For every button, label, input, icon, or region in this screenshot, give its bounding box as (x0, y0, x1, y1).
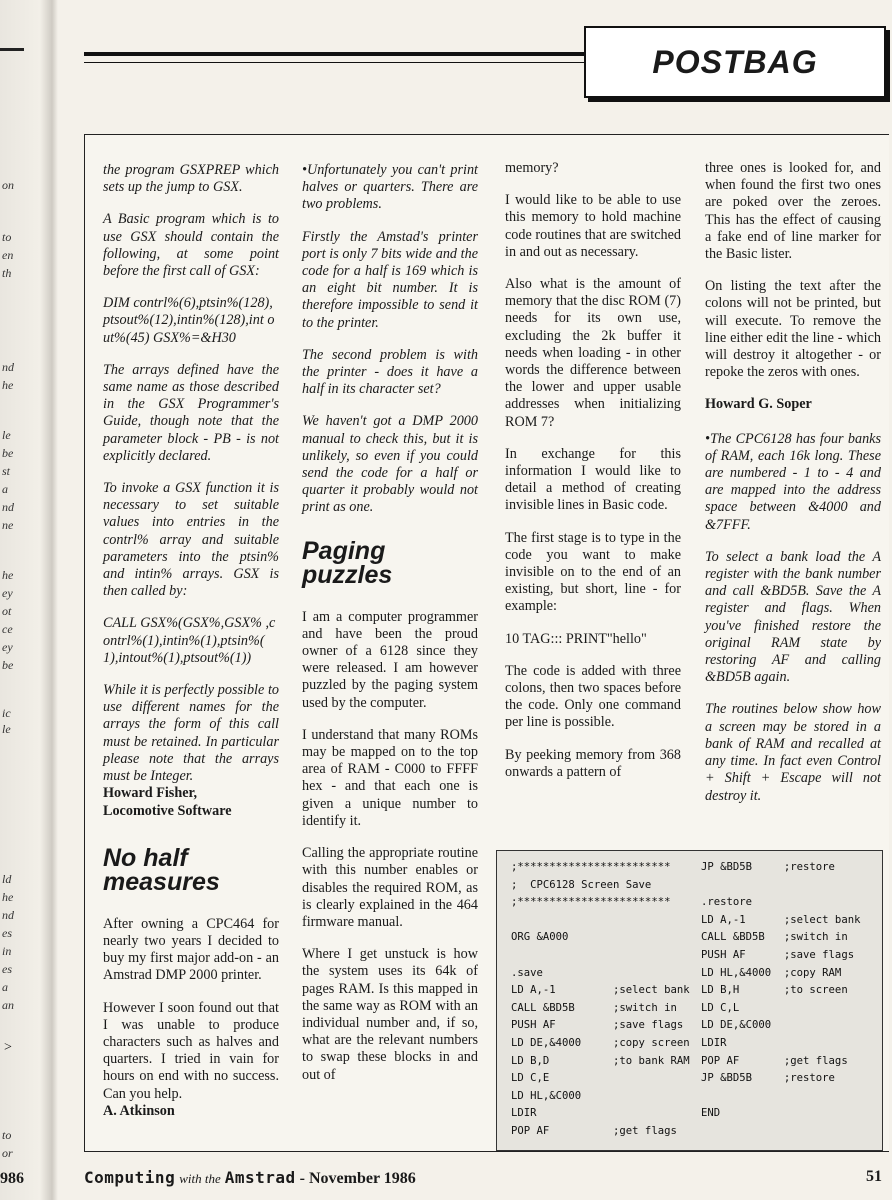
col1-after-paragraphs (103, 916, 279, 1103)
page-footer (84, 1168, 416, 1188)
column-3 (505, 160, 681, 796)
code-line: LD C,L (701, 1001, 740, 1014)
previous-page-rule (0, 48, 24, 51)
previous-page-fragment: ic (2, 706, 11, 720)
code-line (701, 877, 860, 895)
article-heading-paging-puzzles: Paging puzzles (302, 536, 393, 589)
paragraph: On listing the text after the colons will not be printed, but will execute. To remove the line either edit the line - which will destroy it altogether - or repoke the zeros with ones. (705, 278, 881, 381)
code-line: CALL &BD5B ;switch in (701, 931, 848, 944)
previous-page-fragment: or (2, 1146, 13, 1160)
previous-page-fragment: ey (2, 586, 13, 600)
code-line: PUSH AF ;save flags (701, 948, 855, 961)
previous-page-fragment: ot (2, 604, 12, 618)
col3-paragraphs (505, 160, 681, 781)
paragraph: While it is perfectly possible to use different names for the arrays the form of this call must be retained. In particular please note that the arrays must be Integer. (103, 682, 279, 785)
article-heading-no-half-measures: No half measures (103, 843, 220, 896)
paragraph: Firstly the Amstad's printer port is only 7 bits wide and the code for a half is 169 which is an eight bit number. It is therefore impossible to send it to the printer. (302, 228, 478, 331)
previous-page-folio: 986 (0, 1170, 24, 1187)
previous-page-fragment: in (2, 944, 12, 958)
code-listing-left (511, 859, 690, 1141)
paragraph: After owning a CPC464 for nearly two years I decided to buy my first major add-on - an Amstrad DMP 2000 printer. (103, 915, 279, 984)
previous-page-fragment: a (2, 980, 8, 994)
header-rule-thin (84, 62, 594, 63)
paragraph: The first stage is to type in the code you want to make invisible on to the end of an existing, but short, line - for example: (505, 529, 681, 615)
paragraph: I am a computer programmer and have been the proud owner of a 6128 since they were released. I am however puzzled by the paging system used by the computer. (302, 608, 478, 711)
paragraph: Also what is the amount of memory that the disc ROM (7) needs for its own use, excluding the 2k buffer it needs when loading - in other words the difference between the lower and upper usable addresses when initializing ROM 7? (505, 276, 681, 430)
code-line: ; CPC6128 Screen Save (511, 878, 652, 891)
code-line: LD HL,&C000 (511, 1089, 582, 1102)
paragraph: memory? (505, 160, 559, 176)
previous-page-fragment: he (2, 378, 14, 392)
previous-page-fragment: nd (2, 500, 14, 514)
previous-page-fragment: to (2, 230, 12, 244)
masthead-with-the: with the (179, 1171, 221, 1186)
page-number: 51 (866, 1168, 882, 1185)
paragraph: 10 TAG::: PRINT"hello" (505, 630, 647, 647)
signature-company: Locomotive Software (103, 802, 232, 819)
code-line: ;************************ (511, 861, 671, 873)
paragraph: The second problem is with the printer - does it have a half in its character set? (302, 346, 478, 398)
signature-soper: Howard G. Soper (705, 396, 812, 413)
previous-page-fragment: ce (2, 622, 13, 636)
code-line: LDIR (701, 1036, 727, 1049)
previous-page-fragment: le (2, 722, 11, 736)
col2-paragraphs (302, 162, 478, 517)
paragraph: Where I get unstuck is how the system uses its 64k of pages RAM. Is this mapped in the same way as ROM with an individual number and, if so, what are the relevant numbers to swap these blocks in and out of (302, 946, 478, 1083)
code-line: .save (511, 966, 543, 979)
paragraph: •The CPC6128 has four banks of RAM, each 16k long. These are numbered - 1 to - 4 and are mapped into the address space between &4000 and &7FFF. (705, 430, 881, 533)
paragraph: The arrays defined have the same name as those described in the GSX Programmer's Guide, though note that the parameter block - PB - is not explicitly declared. (103, 361, 279, 464)
signature-atkinson: A. Atkinson (103, 1102, 175, 1119)
previous-page-fragment: be (2, 658, 14, 672)
code-line (511, 947, 690, 965)
code-line: LD B,H ;to screen (701, 984, 848, 997)
section-title: POSTBAG (652, 43, 818, 80)
paragraph: I would like to be able to use this memory to hold machine code routines that are switched in and out as necessary. (505, 192, 681, 260)
paragraph: A Basic program which is to use GSX should contain the following, at some point before the first call of GSX: (103, 211, 279, 280)
code-line (511, 912, 690, 930)
paragraph: I understand that many ROMs may be mapped on to the top area of RAM - C000 to FFFF hex - and that each one is given a unique number to identify it. (302, 726, 478, 829)
previous-page-fragment: es (2, 962, 12, 976)
previous-page-fragment: on (2, 178, 14, 192)
magazine-masthead: Computing (84, 1168, 176, 1187)
code-line: JP &BD5B ;restore (701, 1072, 835, 1085)
issue-date: - November 1986 (299, 1170, 416, 1187)
paragraph: By peeking memory from 368 onwards a pattern of (505, 746, 681, 780)
code-line: ;************************ (511, 896, 671, 909)
code-line: LD DE,&4000 ;copy screen (511, 1036, 690, 1049)
paragraph: DIM contrl%(6),ptsin%(128), ptsout%(12),intin%(128),int out%(45) GSX%=&H30 (103, 295, 275, 346)
paragraph: We haven't got a DMP 2000 manual to check this, but it is unlikely, so even if you could send the code for a half or quarter it probably would not print as one. (302, 413, 478, 516)
header-rule (84, 52, 594, 56)
code-line: JP &BD5B ;restore (701, 861, 835, 873)
paragraph: However I soon found out that I was unable to produce characters such as halves and quarters. I tried in vain for hours on end with no success. Can you help. (103, 999, 279, 1102)
previous-page-fragment: th (2, 266, 12, 280)
masthead-amstrad: Amstrad (224, 1168, 296, 1187)
previous-page-fragment: le (2, 428, 11, 442)
previous-page-fragment: he (2, 890, 14, 904)
previous-page-fragment: be (2, 446, 14, 460)
paragraph: •Unfortunately you can't print halves or quarters. There are two problems. (302, 162, 478, 213)
previous-page-fragment: a (2, 482, 8, 496)
section-title-box (584, 26, 886, 98)
previous-page-fragment: to (2, 1128, 12, 1142)
code-line: LD DE,&C000 (701, 1019, 772, 1032)
previous-page-fragment: an (2, 998, 14, 1012)
previous-page-fragment: ey (2, 640, 13, 654)
previous-page-fragment: ld (2, 872, 12, 886)
column-1 (103, 162, 279, 1120)
col2-after-paragraphs (302, 609, 478, 1084)
code-line: LD A,-1 ;select bank (701, 913, 861, 926)
previous-page-fragment: ne (2, 518, 14, 532)
code-line: END (701, 1107, 721, 1120)
paragraph: CALL GSX%(GSX%,GSX% ,contrl%(1),intin%(1),ptsin%( 1),intout%(1),ptsout%(1)) (103, 615, 276, 666)
previous-page-fragment: nd (2, 908, 14, 922)
code-listing (496, 850, 883, 1151)
paragraph: Calling the appropriate routine with this number enables or disables the required ROM, as is clearly explained in the 464 firmware manual. (302, 845, 478, 930)
code-line: PUSH AF ;save flags (511, 1019, 684, 1032)
column-2 (302, 162, 478, 1099)
paragraph: the program GSXPREP which sets up the jump to GSX. (103, 162, 279, 196)
col4-paragraphs (705, 160, 881, 381)
code-line (701, 1088, 860, 1106)
previous-page-arrow: > (4, 1040, 12, 1055)
paragraph: The routines below show how a screen may be stored in a bank of RAM and recalled at any time. In fact even Control + Shift + Escape will not destroy it. (705, 701, 881, 804)
code-line: LD B,D ;to bank RAM (511, 1054, 690, 1067)
code-line: LD C,E (511, 1072, 550, 1085)
code-line: .restore (701, 896, 753, 909)
previous-page-fragment: en (2, 248, 14, 262)
paragraph: To invoke a GSX function it is necessary to set suitable values into entries in the contrl% array and suitable parameters into the ptsin% and intin% arrays. GSX is then called by: (103, 480, 279, 600)
paragraph: In exchange for this information I would like to detail a method of creating invisible lines in Basic code. (505, 445, 681, 514)
paragraph: The code is added with three colons, then two spaces before the code. Only one command per line is possible. (505, 662, 681, 731)
paragraph: three ones is looked for, and when found the first two ones are poked over the zeroes. This has the effect of causing a fake end of line marker for the Basic lister. (705, 160, 881, 263)
code-line: LD HL,&4000 ;copy RAM (701, 966, 842, 979)
code-line: ORG &A000 (511, 931, 569, 944)
column-4 (705, 160, 881, 820)
signature-name: Howard Fisher, (103, 785, 198, 802)
paragraph: To select a bank load the A register with the bank number and call &BD5B. Save the A register and flags. When you've finished restore the original RAM state by restoring AF and calling &BD5B again. (705, 548, 881, 686)
previous-page-fragment: st (2, 464, 11, 478)
previous-page-fragment: he (2, 568, 14, 582)
code-line: LD A,-1 ;select bank (511, 984, 690, 997)
code-line: POP AF ;get flags (701, 1054, 848, 1067)
previous-page-fragment: nd (2, 360, 14, 374)
code-line: LDIR (511, 1107, 537, 1120)
col1-paragraphs (103, 162, 279, 785)
code-line: POP AF ;get flags (511, 1124, 677, 1137)
code-line: CALL &BD5B ;switch in (511, 1001, 677, 1014)
previous-page-fragment: es (2, 926, 12, 940)
col4-after-paragraphs (705, 431, 881, 805)
code-listing-right (701, 859, 860, 1123)
